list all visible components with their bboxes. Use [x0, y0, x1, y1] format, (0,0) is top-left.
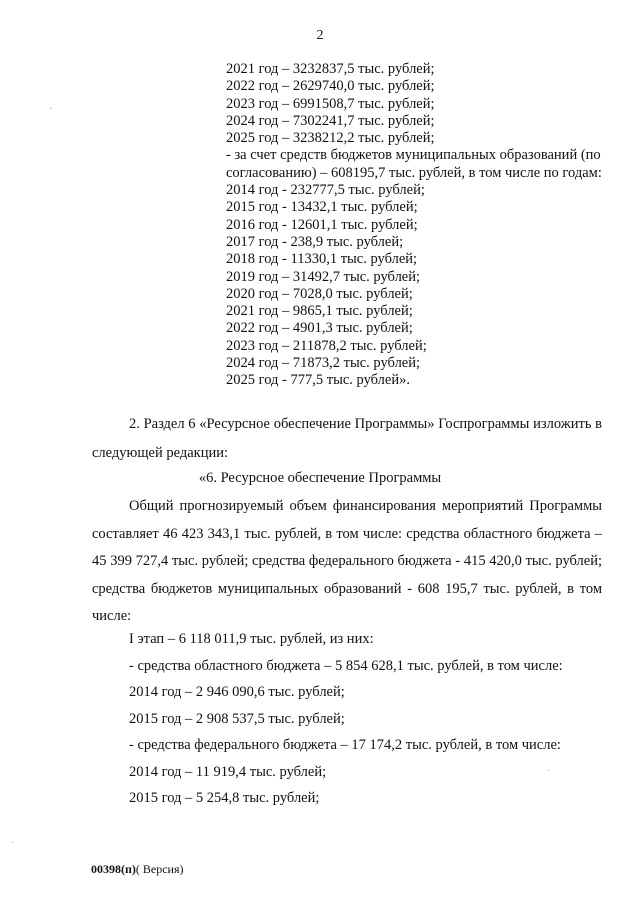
document-version: ( Версия) [135, 862, 184, 876]
funding-by-year-list [226, 61, 606, 390]
stage-line: I этап – 6 118 011,9 тыс. рублей, из них: [129, 631, 374, 647]
stage-line: 2014 год – 11 919,4 тыс. рублей; [129, 763, 327, 780]
list-item: 2016 год - 12601,1 тыс. рублей; [226, 216, 418, 233]
page-number: 2 [316, 28, 324, 43]
list-item: 2023 год – 6991508,7 тыс. рублей; [226, 95, 435, 112]
list-item: 2024 год – 71873,2 тыс. рублей; [226, 355, 421, 372]
document-code: 00398(п) [91, 862, 136, 876]
list-item: 2022 год – 4901,3 тыс. рублей; [226, 320, 413, 337]
list-item: 2020 год – 7028,0 тыс. рублей; [226, 285, 413, 302]
scan-speck [548, 770, 549, 771]
document-footer [91, 862, 184, 877]
list-item: 2021 год – 9865,1 тыс. рублей; [226, 303, 413, 320]
stage-line: 2015 год – 5 254,8 тыс. рублей; [129, 790, 320, 806]
list-item: 2019 год – 31492,7 тыс. рублей; [226, 268, 421, 285]
stage-1-breakdown [129, 626, 609, 812]
list-item: 2023 год – 211878,2 тыс. рублей; [226, 337, 427, 354]
list-item: 2018 год - 11330,1 тыс. рублей; [226, 251, 418, 268]
stage-line: - средства областного бюджета – 5 854 628,1 тыс. рублей, в том числе: [129, 657, 563, 674]
list-item: 2021 год – 3232837,5 тыс. рублей; [226, 61, 435, 77]
section-2-paragraph: 2. Раздел 6 «Ресурсное обеспечение Программы» Госпрограммы изложить в следующей редакции: [92, 416, 602, 461]
stage-line: - средства федерального бюджета – 17 174,2 тыс. рублей, в том числе: [129, 737, 561, 753]
list-item: 2025 год – 3238212,2 тыс. рублей; [226, 130, 435, 147]
stage-line: 2015 год – 2 908 537,5 тыс. рублей; [129, 710, 345, 727]
scan-speck [50, 108, 51, 109]
list-item: 2017 год - 238,9 тыс. рублей; [226, 233, 404, 250]
stage-line: 2014 год – 2 946 090,6 тыс. рублей; [129, 684, 345, 700]
scan-speck [12, 842, 13, 843]
municipal-budget-item: - за счет средств бюджетов муниципальных образований (по согласованию) – 608195,7 тыс. рублей, в том числе по годам: [226, 147, 602, 181]
section-6-paragraph: Общий прогнозируемый объем финансирования мероприятий Программы составляет 46 423 343,1 тыс. рублей, в том числе: средства областного бюджета – 45 399 727,4 тыс. рублей; средства федерального бюджета - 415 420,0 тыс. рублей; средства бюджетов муниципальных образований - 608 195,7 тыс. рублей, в том числе: [92, 498, 602, 624]
section-6-title: «6. Ресурсное обеспечение Программы [198, 470, 442, 486]
list-item: 2024 год – 7302241,7 тыс. рублей; [226, 112, 435, 129]
list-item: 2014 год - 232777,5 тыс. рублей; [226, 182, 425, 199]
list-item: 2015 год - 13432,1 тыс. рублей; [226, 199, 418, 216]
list-item: 2025 год - 777,5 тыс. рублей». [226, 372, 410, 389]
list-item: 2022 год – 2629740,0 тыс. рублей; [226, 78, 435, 95]
